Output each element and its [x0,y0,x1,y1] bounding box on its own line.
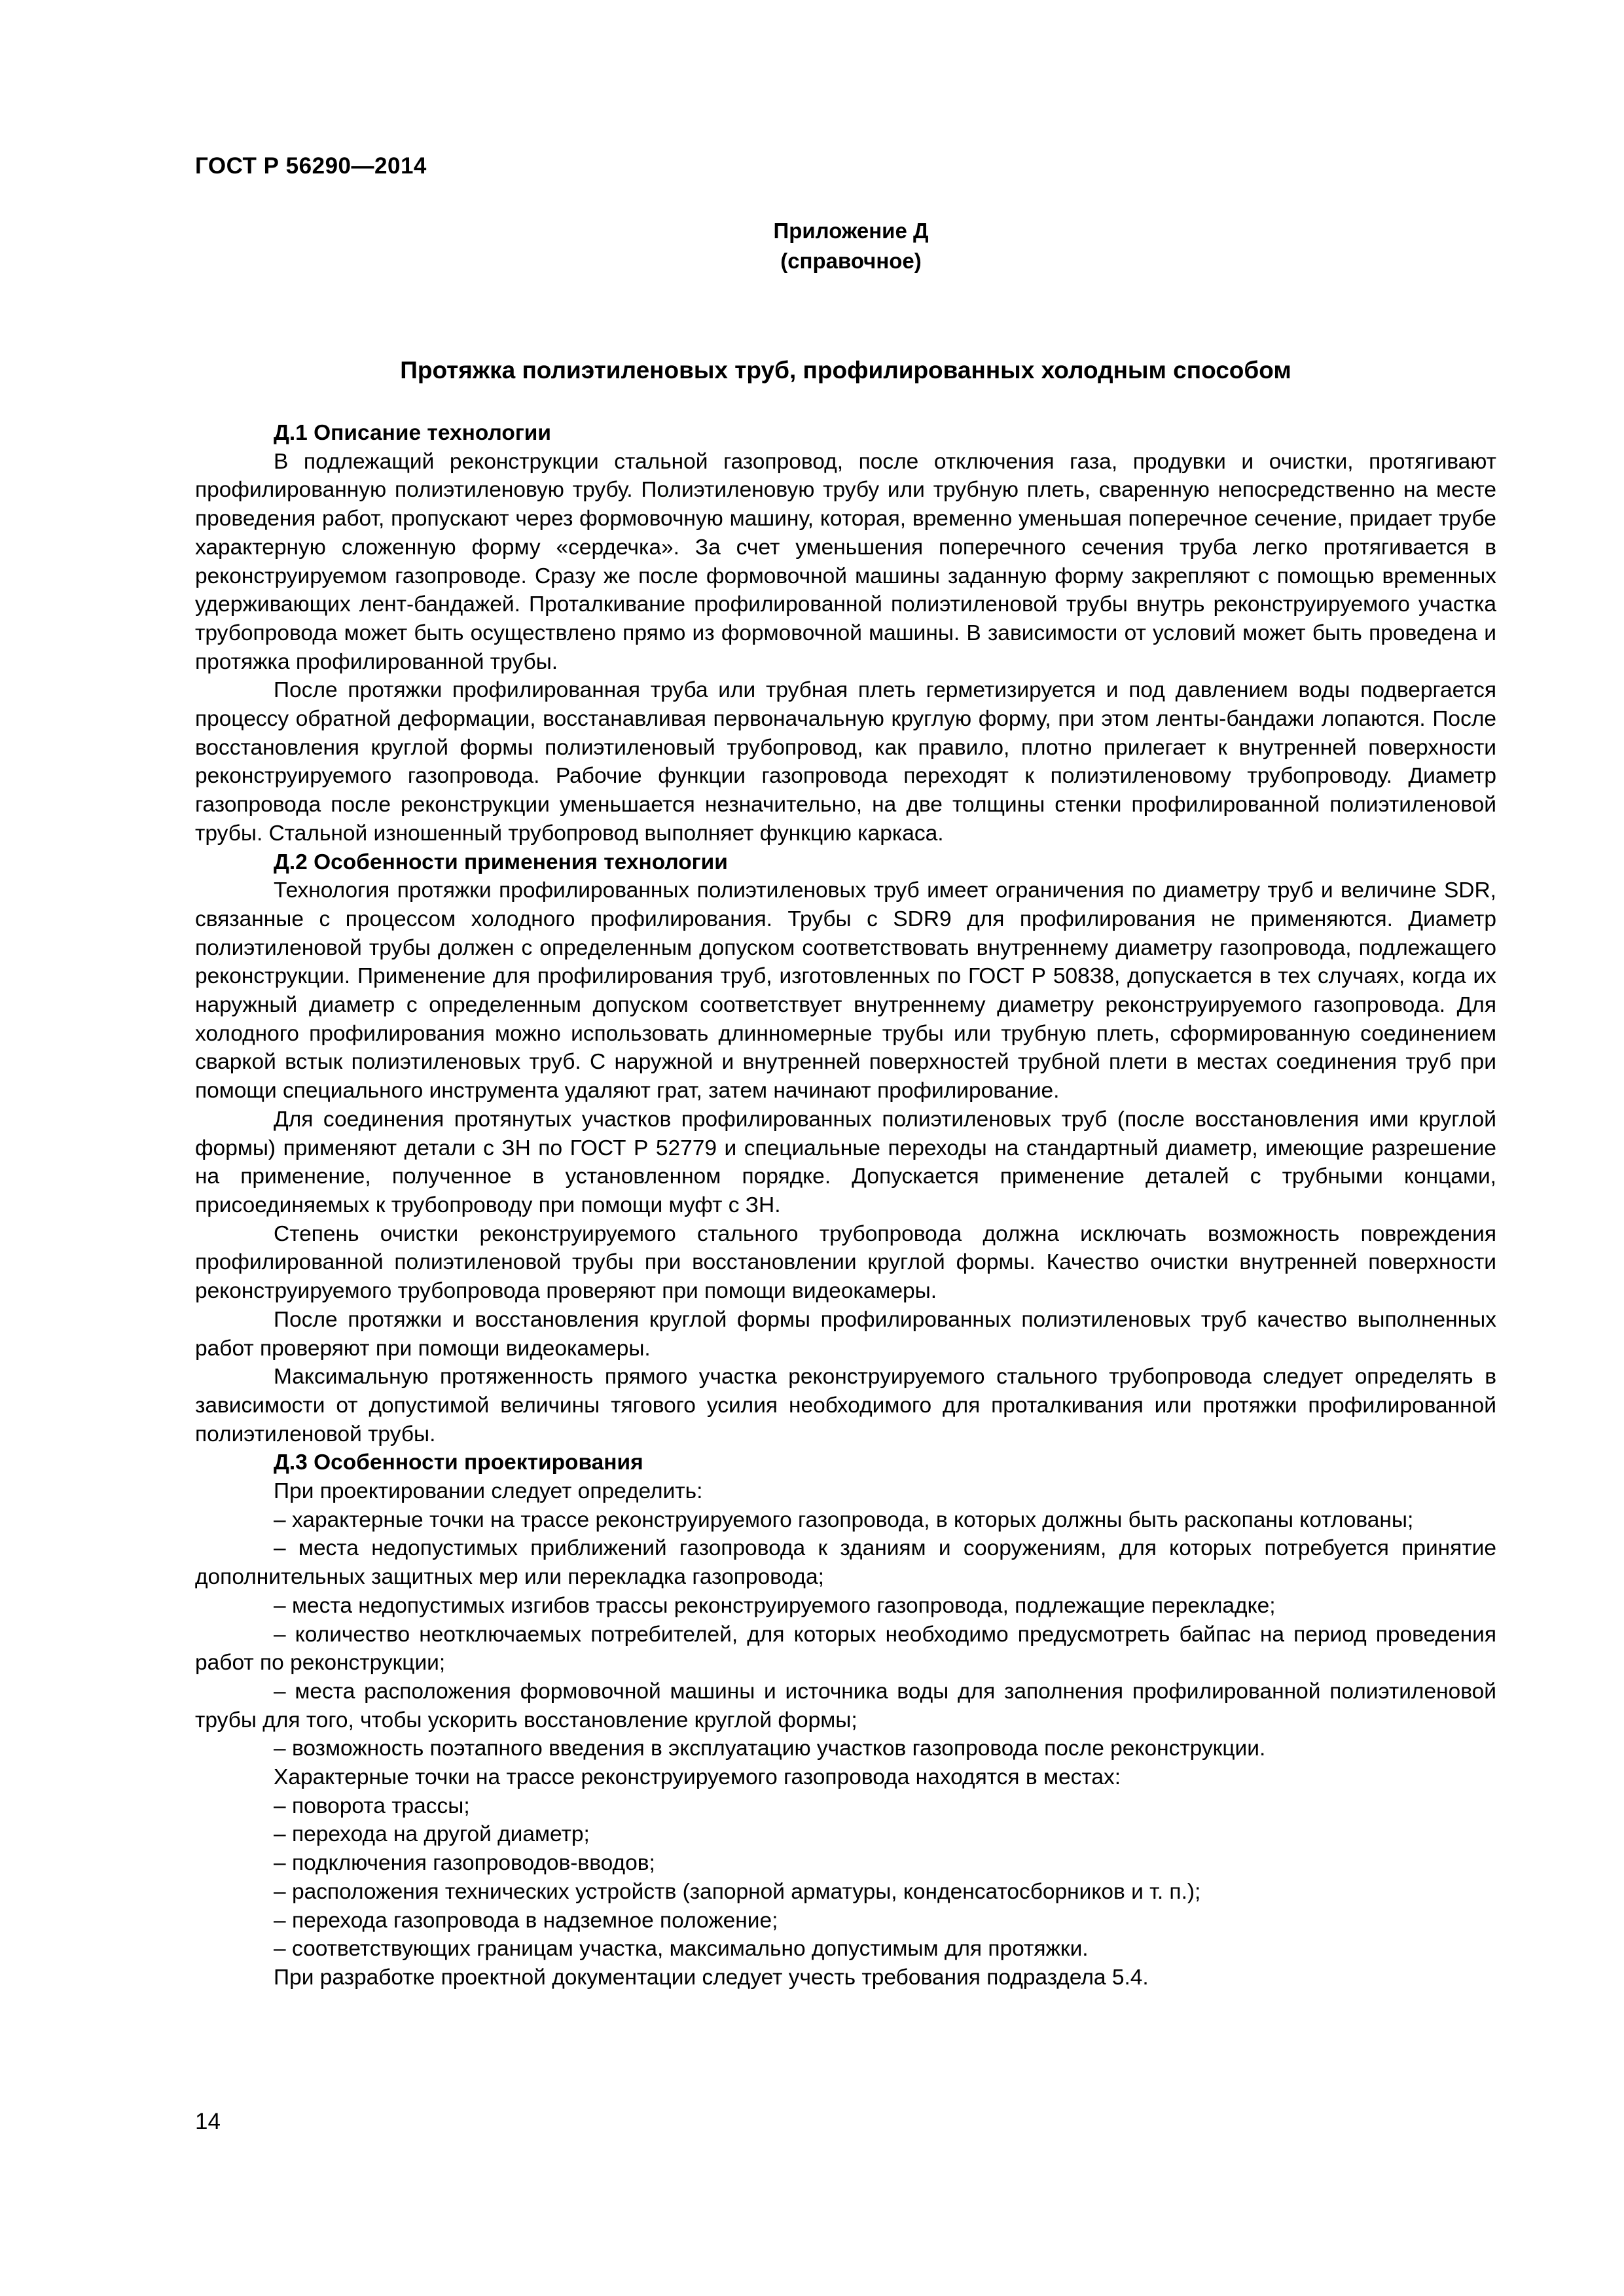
paragraph: Технология протяжки профилированных полиэтиленовых труб имеет ограничения по диаметру труб и величине SDR, связанные с процессом холодного профилирования. Трубы с SDR9 для профилирования не применяются. Диаметр полиэтиленовой трубы должен с определенным допуском соответствовать внутреннему диаметру газопровода, подлежащего реконструкции. Применение для профилирования труб, изготовленных по ГОСТ Р 50838, допускается в тех случаях, когда их наружный диаметр с определенным допуском соответствует внутреннему диаметру реконструируемого газопровода. Для холодного профилирования можно использовать длинномерные трубы или трубную плеть, сформированную соединением сваркой встык полиэтиленовых труб. С наружной и внутренней поверхностей трубной плети в местах соединения труб при помощи специального инструмента удаляют грат, затем начинают профилирование. [195,878,1496,1103]
paragraph: – расположения технических устройств (запорной арматуры, конденсатосборников и т. п.); [274,1879,1201,1904]
annex-note: (справочное) [780,249,922,273]
paragraph: После протяжки и восстановления круглой формы профилированных полиэтиленовых труб качество выполненных работ проверяют при помощи видеокамеры. [195,1307,1496,1361]
paragraph: – характерные точки на трассе реконструируемого газопровода, в которых должны быть раскопаны котлованы; [274,1507,1414,1532]
paragraph: – места недопустимых приближений газопровода к зданиям и сооружениям, для которых потребуется принятие дополнительных защитных мер или перекладка газопровода; [195,1536,1496,1590]
paragraph: Максимальную протяженность прямого участка реконструируемого стального трубопровода следует определять в зависимости от допустимой величины тягового усилия необходимого для проталкивания или протяжки профилированной полиэтиленовой трубы. [195,1365,1496,1446]
section-heading: Д.3 Особенности проектирования [274,1450,643,1475]
paragraph: При проектировании следует определить: [274,1479,703,1504]
paragraph: – места недопустимых изгибов трассы реконструируемого газопровода, подлежащие перекладке; [274,1593,1276,1618]
paragraph: – соответствующих границам участка, максимально допустимым для протяжки. [274,1937,1089,1962]
paragraph: – подключения газопроводов-вводов; [274,1851,655,1876]
paragraph: – количество неотключаемых потребителей, для которых необходимо предусмотреть байпас на период проведения работ по реконструкции; [195,1622,1496,1676]
document-title: Протяжка полиэтиленовых труб, профилированных холодным способом [400,357,1291,384]
page-number: 14 [195,2109,221,2134]
standard-header: ГОСТ Р 56290—2014 [195,153,427,179]
paragraph: При разработке проектной документации следует учесть требования подраздела 5.4. [274,1965,1149,1990]
section-heading: Д.1 Описание технологии [274,421,551,445]
paragraph: – возможность поэтапного введения в эксплуатацию участков газопровода после реконструкции. [274,1736,1266,1761]
paragraph: Для соединения протянутых участков профилированных полиэтиленовых труб (после восстановления ими круглой формы) применяют детали с ЗН по ГОСТ Р 52779 и специальные переходы на стандартный диаметр, имеющие разрешение на применение, полученное в установленном порядке. Допускается применение деталей с трубными концами, присоединяемых к трубопроводу при помощи муфт с ЗН. [195,1107,1496,1217]
paragraph: – места расположения формовочной машины и источника воды для заполнения профилированной полиэтиленовой трубы для того, чтобы ускорить восстановление круглой формы; [195,1679,1496,1732]
paragraph: В подлежащий реконструкции стальной газопровод, после отключения газа, продувки и очистки, протягивают профилированную полиэтиленовую трубу. Полиэтиленовую трубу или трубную плеть, сваренную непосредственно на месте проведения работ, пропускают через формовочную машину, которая, временно уменьшая поперечное сечение, придает трубе характерную сложенную форму «сердечка». За счет уменьшения поперечного сечения труба легко протягивается в реконструируемом газопроводе. Сразу же после формовочной машины заданную форму закрепляют с помощью временных удерживающих лент-бандажей. Проталкивание профилированной полиэтиленовой трубы внутрь реконструируемого участка трубопровода может быть осуществлено прямо из формовочной машины. В зависимости от условий может быть проведена и протяжка профилированной трубы. [195,449,1496,674]
body-text [195,419,1496,1992]
annex-title: Приложение Д [773,219,929,243]
paragraph: – перехода газопровода в надземное положение; [274,1908,778,1933]
annex-heading [713,216,988,276]
paragraph: – поворота трассы; [274,1793,470,1818]
paragraph: Характерные точки на трассе реконструируемого газопровода находятся в местах: [274,1765,1121,1790]
section-heading: Д.2 Особенности применения технологии [274,850,728,874]
paragraph: Степень очистки реконструируемого стального трубопровода должна исключать возможность повреждения профилированной полиэтиленовой трубы при восстановлении круглой формы. Качество очистки внутренней поверхности реконструируемого трубопровода проверяют при помощи видеокамеры. [195,1221,1496,1304]
paragraph: После протяжки профилированная труба или трубная плеть герметизируется и под давлением воды подвергается процессу обратной деформации, восстанавливая первоначальную круглую форму, при этом ленты-бандажи лопаются. После восстановления круглой формы полиэтиленовый трубопровод, как правило, плотно прилегает к внутренней поверхности реконструируемого газопровода. Рабочие функции газопровода переходят к полиэтиленовому трубопроводу. Диаметр газопровода после реконструкции уменьшается незначительно, на две толщины стенки профилированной полиэтиленовой трубы. Стальной изношенный трубопровод выполняет функцию каркаса. [195,678,1496,846]
paragraph: – перехода на другой диаметр; [274,1822,590,1847]
